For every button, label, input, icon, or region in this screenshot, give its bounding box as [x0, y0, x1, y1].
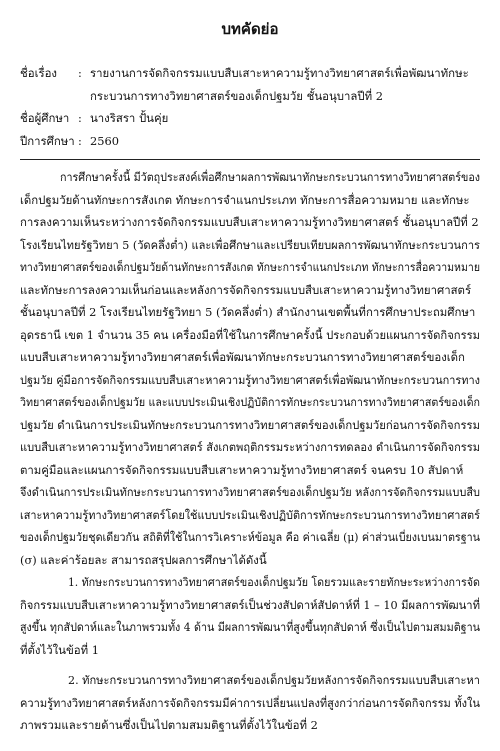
- body-line: ทางวิทยาศาสตร์ของเด็กปฐมวัยด้านทักษะการสังเกต ทักษะการจำแนกประเภท ทักษะการสื่อความหมาย: [20, 260, 480, 274]
- body-line: จึงดำเนินการประเมินทักษะกระบวนการทางวิทยาศาสตร์ของเด็กปฐมวัย หลังการจัดกิจกรรมแบบสืบ: [20, 485, 480, 499]
- author-row: [20, 107, 480, 130]
- body-line: ปฐมวัย คู่มือการจัดกิจกรรมแบบสืบเสาะหาความรู้ทางวิทยาศาสตร์เพื่อพัฒนาทักษะกระบวนการทาง: [20, 372, 480, 387]
- author-colon: :: [78, 111, 82, 125]
- topic-value-line2: กระบวนการทางวิทยาศาสตร์ของเด็กปฐมวัย ชั้นอนุบาลปีที่ 2: [90, 88, 383, 103]
- finding-2-line: ภาพรวมและรายด้านซึ่งเป็นไปตามสมมติฐานที่ตั้งไว้ในข้อที่ 2: [20, 718, 318, 732]
- body-line: เด็กปฐมวัยด้านทักษะการสังเกต ทักษะการจำแนกประเภท ทักษะการสื่อความหมาย และทักษะ: [20, 192, 470, 207]
- topic-row: [20, 62, 480, 85]
- body-line: ปฐมวัย ดำเนินการประเมินทักษะกระบวนการทางวิทยาศาสตร์ของเด็กปฐมวัยก่อนการจัดกิจกรรม: [20, 417, 480, 432]
- finding-1-line: กิจกรรมแบบสืบเสาะหาความรู้ทางวิทยาศาสตร์เป็นช่วงสัปดาห์สัปดาห์ที่ 1 – 10 มีผลการพัฒนาที่: [20, 597, 480, 612]
- year-row: [20, 130, 480, 153]
- abstract-metadata: [20, 62, 480, 152]
- topic-colon: :: [78, 66, 82, 80]
- author-value: นางริสรา ปั้นคุ่ย: [90, 111, 169, 125]
- body-line: ตามคู่มือและแผนการจัดกิจกรรมแบบสืบเสาะหาความรู้ทางวิทยาศาสตร์ จนครบ 10 สัปดาห์: [20, 462, 464, 477]
- page-title: บทคัดย่อ: [221, 20, 279, 38]
- year-value: 2560: [90, 133, 119, 148]
- finding-1-line: 1. ทักษะกระบวนการทางวิทยาศาสตร์ของเด็กปฐมวัย โดยรวมและรายทักษะระหว่างการจัด: [68, 575, 480, 589]
- body-line: ชั้นอนุบาลปีที่ 2 โรงเรียนไทยรัฐวิทยา 5 (วัดคลึ่งต่ำ) สำนักงานเขตพื้นที่การศึกษาประถมศึกษา: [20, 305, 476, 319]
- abstract-body: [20, 166, 480, 737]
- year-colon: :: [78, 133, 82, 148]
- finding-2-line: 2. ทักษะกระบวนการทางวิทยาศาสตร์ของเด็กปฐมวัยหลังการจัดกิจกรรมแบบสืบเสาะหา: [68, 673, 480, 687]
- body-line: การลงความเห็นระหว่างการจัดกิจกรรมแบบสืบเสาะหาความรู้ทางวิทยาศาสตร์ ชั้นอนุบาลปีที่ 2: [20, 215, 479, 229]
- body-line: การศึกษาครั้งนี้ มีวัตถุประสงค์เพื่อศึกษาผลการพัฒนาทักษะกระบวนการทางวิทยาศาสตร์ของ: [60, 170, 480, 184]
- body-line: อุดรธานี เขต 1 จำนวน 35 คน เครื่องมือที่ใช้ในการศึกษาครั้งนี้ ประกอบด้วยแผนการจัดกิจกรรม: [20, 327, 480, 342]
- body-line: (σ) และค่าร้อยละ สามารถสรุปผลการศึกษาได้ดังนี้: [20, 552, 267, 567]
- body-line: เสาะหาความรู้ทางวิทยาศาสตร์โดยใช้แบบประเมินเชิงปฏิบัติการทักษะกระบวนการทางวิทยาศาสตร์: [20, 507, 480, 522]
- year-label: ปีการศึกษา: [20, 133, 75, 148]
- finding-1-line: สูงขึ้น ทุกสัปดาห์และในภาพรวมทั้ง 4 ด้าน มีผลการพัฒนาที่สูงขึ้นทุกสัปดาห์ ซึ่งเป็นไปตามสมมติฐาน: [20, 620, 480, 634]
- topic-value-line1: รายงานการจัดกิจกรรมแบบสืบเสาะหาความรู้ทางวิทยาศาสตร์เพื่อพัฒนาทักษะ: [90, 66, 469, 80]
- divider: [20, 159, 480, 160]
- body-line: และทักษะการลงความเห็นก่อนและหลังการจัดกิจกรรมแบบสืบเสาะหาความรู้ทางวิทยาศาสตร์: [20, 282, 472, 297]
- body-line: แบบสืบเสาะหาความรู้ทางวิทยาศาสตร์เพื่อพัฒนาทักษะกระบวนการทางวิทยาศาสตร์ของเด็ก: [20, 350, 465, 364]
- finding-2-line: ความรู้ทางวิทยาศาสตร์หลังการจัดกิจกรรมมีค่าการเปลี่ยนแปลงที่สูงกว่าก่อนการจัดกิจกรรม ทั้งใน: [20, 695, 480, 710]
- body-line: แบบสืบเสาะหาความรู้ทางวิทยาศาสตร์ สังเกตพฤติกรรมระหว่างการทดลอง ดำเนินการจัดกิจกรรม: [20, 440, 480, 454]
- author-label: ชื่อผู้ศึกษา: [20, 111, 70, 125]
- finding-1-line: ที่ตั้งไว้ในข้อที่ 1: [20, 642, 99, 657]
- body-line: โรงเรียนไทยรัฐวิทยา 5 (วัดคลึ่งต่ำ) และเพื่อศึกษาและเปรียบเทียบผลการพัฒนาทักษะกระบวนการ: [20, 237, 480, 252]
- topic-label: ชื่อเรื่อง: [20, 66, 57, 80]
- body-line: วิทยาศาสตร์ของเด็กปฐมวัย และแบบประเมินเชิงปฏิบัติการทักษะกระบวนการทางวิทยาศาสตร์ของเด็ก: [20, 395, 480, 409]
- paragraph-gap: [20, 661, 480, 669]
- body-line: ของเด็กปฐมวัยชุดเดียวกัน สถิติที่ใช้ในการวิเคราะห์ข้อมูล คือ ค่าเฉลี่ย (μ) ค่าส่วนเบี่ยงเบนมาตรฐาน: [20, 530, 480, 544]
